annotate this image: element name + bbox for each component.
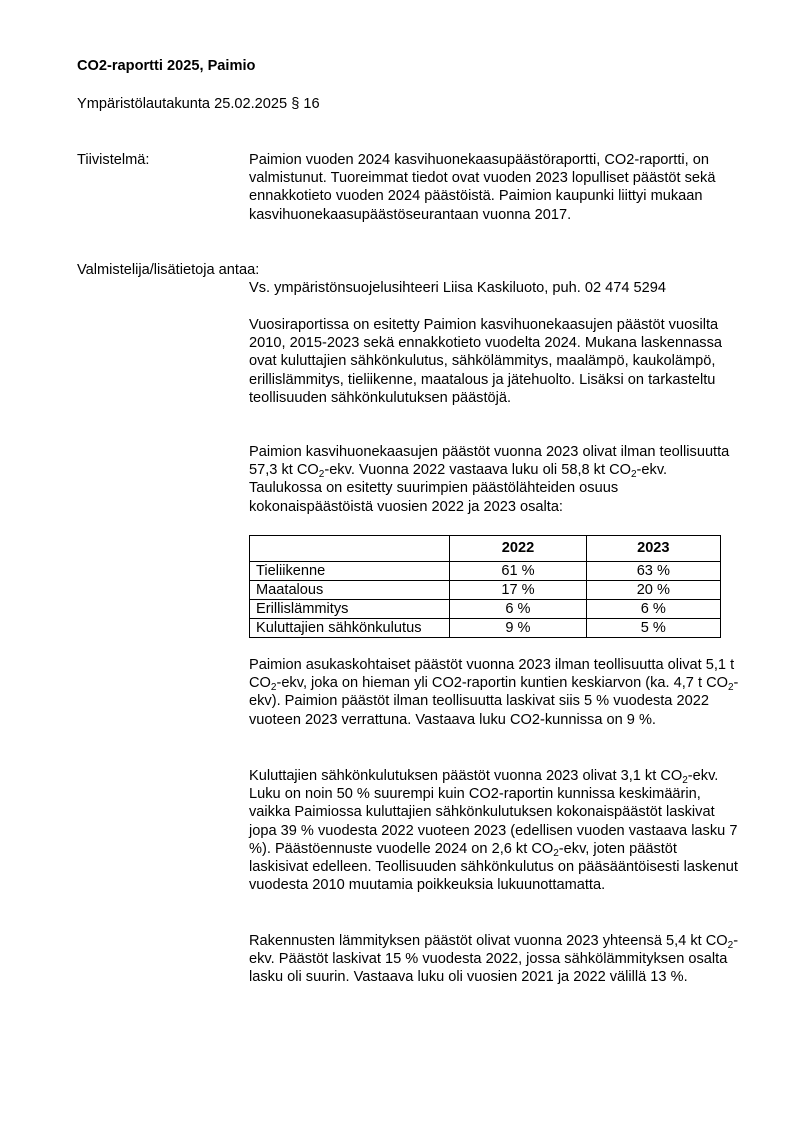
table-cell-value: 63 % xyxy=(586,562,720,581)
table-row xyxy=(250,619,721,638)
table-cell-source: Maatalous xyxy=(250,581,450,600)
table-cell-source: Erillislämmitys xyxy=(250,600,450,619)
table-cell-value: 61 % xyxy=(450,562,586,581)
table-cell-value: 5 % xyxy=(586,619,720,638)
summary-text: Paimion vuoden 2024 kasvihuonekaasupäästöraportti, CO2-raportti, on valmistunut. Tuoreimmat tiedot ovat vuoden 2023 lopulliset päästöt sekä ennakkotieto vuoden 2024 päästöistä. Paimion kaupunki liittyi mukaan kasvihuonekaasupäästöseurantaan vuonna 2017. xyxy=(249,152,716,223)
table-header-cell: 2023 xyxy=(586,536,720,562)
document-title: CO2-raportti 2025, Paimio xyxy=(77,58,256,74)
summary-label: Tiivistelmä: xyxy=(77,152,150,168)
table-header-cell xyxy=(250,536,450,562)
table-cell-source: Tieliikenne xyxy=(250,562,450,581)
table-row xyxy=(250,562,721,581)
paragraph-per-capita-emissions: Paimion asukaskohtaiset päästöt vuonna 2023 ilman teollisuutta olivat 5,1 t $CO_2$-ekv, joka on hieman yli CO2-raportin kuntien keskiarvon (ka. 4,7 t $CO_2-ekv$). Paimion päästöt ilman teollisuutta laskivat siis 5 % vuodesta 2022 vuoteen 2023 verrattuna. Vastaava luku CO2-kunnissa on 9 %. xyxy=(249,657,739,728)
paragraph-report-scope: Vuosiraportissa on esitetty Paimion kasvihuonekaasujen päästöt vuosilta 2010, 2015-2023 sekä ennakkotieto vuodelta 2024. Mukana laskennassa ovat kuluttajien sähkönkulutus, sähkölämmitys, maalämpö, kaukolämpö, erillislämmitys, tieliikenne, maatalous ja jätehuolto. Lisäksi on tarkasteltu teollisuuden sähkönkulutuksen päästöjä. xyxy=(249,317,723,406)
table-cell-value: 9 % xyxy=(450,619,586,638)
table-row xyxy=(250,581,721,600)
emissions-share-table xyxy=(249,535,721,638)
table-row xyxy=(250,600,721,619)
table-header-cell: 2022 xyxy=(450,536,586,562)
table-cell-value: 17 % xyxy=(450,581,586,600)
table-cell-value: 6 % xyxy=(450,600,586,619)
table-cell-value: 6 % xyxy=(586,600,720,619)
table-header-row xyxy=(250,536,721,562)
meeting-reference: Ympäristölautakunta 25.02.2025 § 16 xyxy=(77,96,320,112)
preparer-label: Valmistelija/lisätietoja antaa: xyxy=(77,262,260,278)
table-cell-value: 20 % xyxy=(586,581,720,600)
paragraph-electricity-emissions: Kuluttajien sähkönkulutuksen päästöt vuonna 2023 olivat 3,1 kt $CO_2$-ekv. Luku on noin 50 % suurempi kuin CO2-raportin kunnissa keskimäärin, vaikka Paimiossa kuluttajien sähkönkulutuksen kokonaispäästöt laskivat jopa 39 % vuodesta 2022 vuoteen 2023 (edellisen vuoden vastaava lasku 7 %). Päästöennuste vuodelle 2024 on 2,6 kt $CO_2$-ekv, joten päästöt laskisivat edelleen. Teollisuuden sähkönkulutus on pääsääntöisesti laskenut vuodesta 2010 muutamia poikkeuksia lukuunottamatta. xyxy=(249,768,738,894)
paragraph-heating-emissions: Rakennusten lämmityksen päästöt olivat vuonna 2023 yhteensä 5,4 kt $CO_2$-ekv. Päästöt laskivat 15 % vuodesta 2022, jossa sähkölämmityksen osalta lasku oli suurin. Vastaava luku oli vuosien 2021 ja 2022 välillä 13 %. xyxy=(249,933,739,986)
table-cell-source: Kuluttajien sähkönkulutus xyxy=(250,619,450,638)
preparer-contact: Vs. ympäristönsuojelusihteeri Liisa Kaskiluoto, puh. 02 474 5294 xyxy=(249,280,666,296)
paragraph-total-emissions: Paimion kasvihuonekaasujen päästöt vuonna 2023 olivat ilman teollisuutta 57,3 kt $CO_2$-ekv. Vuonna 2022 vastaava luku oli 58,8 kt $CO_2$-ekv. Taulukossa on esitetty suurimpien päästölähteiden osuus kokonaispäästöistä vuosien 2022 ja 2023 osalta: xyxy=(249,444,730,515)
